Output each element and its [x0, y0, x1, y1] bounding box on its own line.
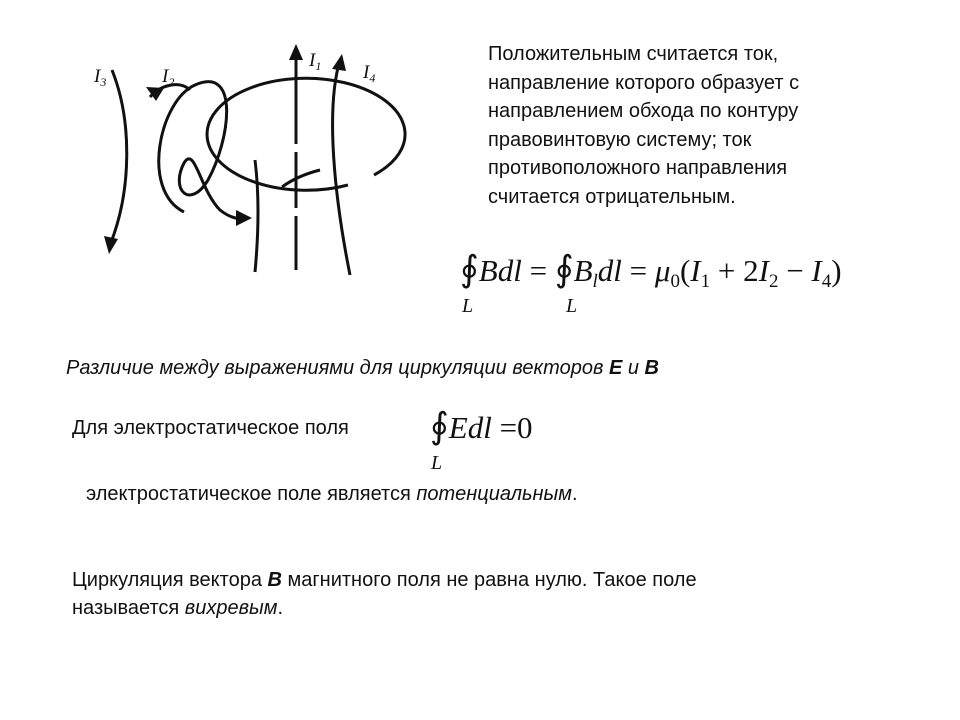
- label-i3: $I_3$: [94, 66, 107, 89]
- arrow-i4-up: [332, 54, 346, 71]
- rule-line: правовинтовую систему; ток: [488, 128, 752, 151]
- electrostatic-formula: ∮Edl =0: [430, 406, 533, 446]
- currents-loop-diagram: [80, 40, 420, 290]
- rule-line: считается отрицательным.: [488, 185, 736, 208]
- integral-limit: L: [462, 295, 474, 317]
- vortex-statement: Циркуляция вектора B магнитного поля не равна нулю. Такое поле называется вихревым.: [72, 569, 697, 619]
- arrow-i1-up: [289, 44, 303, 60]
- current-i2-return: [255, 160, 258, 272]
- integral-limit: L: [431, 452, 443, 474]
- integral-limit: L: [566, 295, 578, 317]
- current-i3-line: [110, 70, 127, 245]
- rule-line: противоположного направления: [488, 157, 788, 179]
- rule-line: направлением обхода по контуру: [488, 100, 799, 122]
- ampere-circulation-formula: ∮Bdl = $∮B_ldl = \mu_0(I_1 + 2I_2 - I_4)$: [460, 249, 842, 292]
- electrostatic-label: Для электростатическое поля: [72, 417, 349, 439]
- rule-line: направление которого образует с: [488, 71, 800, 94]
- sign-convention-text: [488, 40, 918, 211]
- label-i2: $I_2$: [162, 66, 175, 89]
- label-i1: $I_1$: [309, 50, 322, 73]
- section-heading: Различие между выражениями для циркуляции векторов E и B: [66, 357, 659, 379]
- current-i4-line: [333, 60, 350, 275]
- contour-loop-back: [282, 170, 320, 187]
- potential-statement: электростатическое поле является потенциальным.: [86, 483, 578, 505]
- arrow-i2-up: [146, 87, 164, 101]
- rule-line: Положительным считается ток,: [488, 43, 779, 65]
- arrow-contour: [236, 210, 252, 226]
- arrow-i3-down: [104, 236, 118, 254]
- current-i2-line: [159, 82, 245, 219]
- label-i4: $I_4$: [363, 62, 376, 85]
